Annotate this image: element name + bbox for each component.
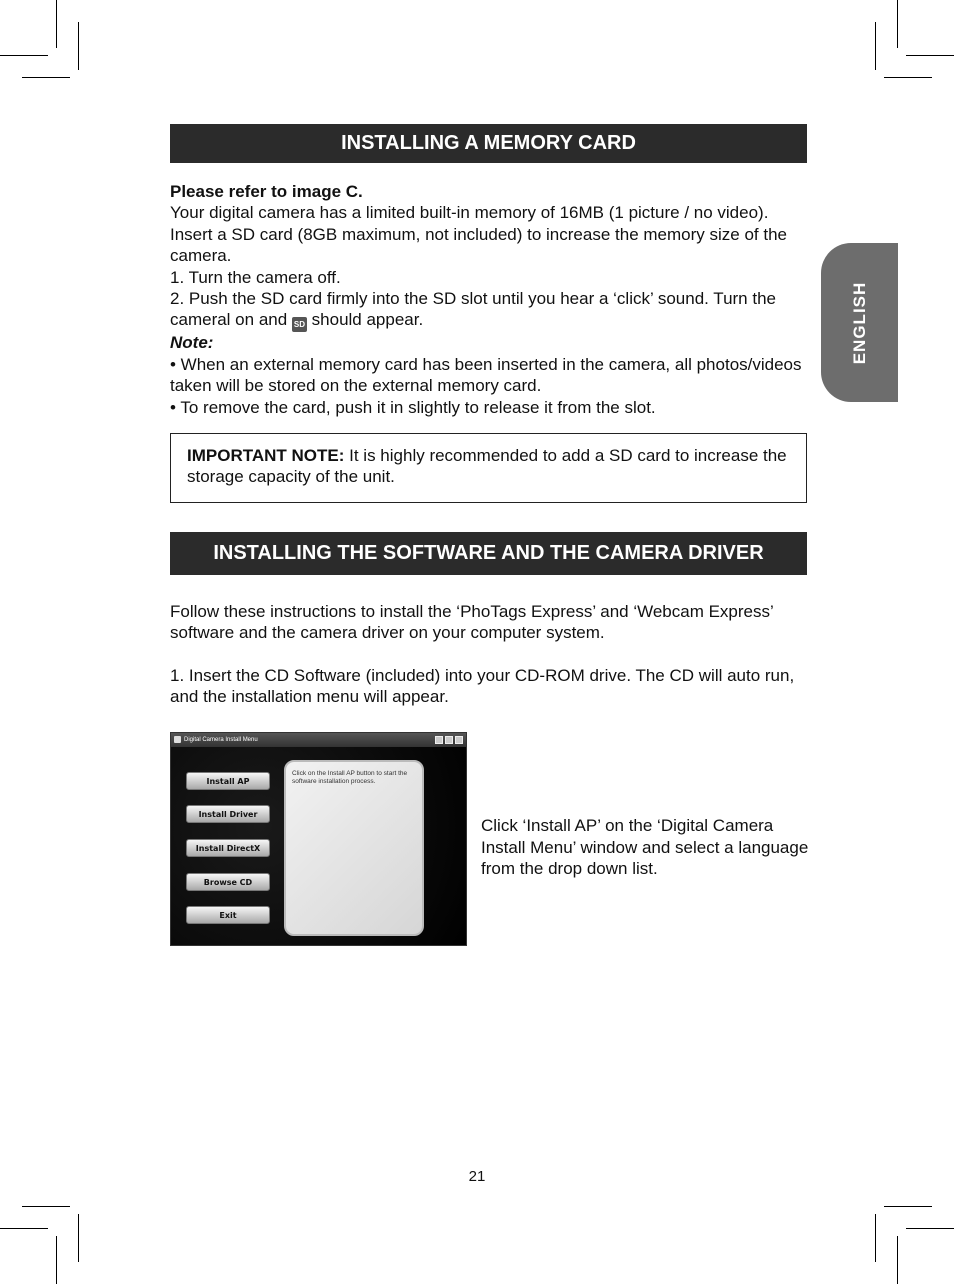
install-step-1: 1. Insert the CD Software (included) into your CD-ROM drive. The CD will auto run, and the installation menu will appear. <box>170 665 795 707</box>
screenshot-caption: Click ‘Install AP’ on the ‘Digital Camera Install Menu’ window and select a language from the drop down list. <box>481 816 809 878</box>
important-note-text: It is highly recommended to add a SD card to increase the storage capacity of the unit. <box>187 446 787 486</box>
crop-mark <box>22 1206 70 1207</box>
crop-mark <box>884 77 932 78</box>
refer-line: Please refer to image C. <box>170 182 363 201</box>
window-title: Digital Camera Install Menu <box>184 737 258 743</box>
browse-cd-button[interactable]: Browse CD <box>186 873 270 891</box>
crop-mark <box>884 1206 932 1207</box>
crop-mark <box>875 22 876 70</box>
install-directx-button[interactable]: Install DirectX <box>186 839 270 857</box>
crop-mark <box>897 1236 898 1284</box>
crop-mark <box>906 1228 954 1229</box>
crop-mark <box>56 1236 57 1284</box>
memory-paragraph: Your digital camera has a limited built-in memory of 16MB (1 picture / no video). Insert a SD card (8GB maximum, not included) to increase the memory size of the camera. <box>170 203 787 266</box>
info-panel <box>284 760 424 936</box>
sd-card-icon: SD <box>292 317 307 332</box>
important-note-label: IMPORTANT NOTE: <box>187 446 345 465</box>
spacer <box>170 644 810 665</box>
crop-mark <box>78 1214 79 1262</box>
install-menu-screenshot <box>170 732 467 946</box>
section-banner-memory-card: INSTALLING A MEMORY CARD <box>170 124 807 163</box>
note-bullet: • When an external memory card has been inserted in the camera, all photos/videos taken will be stored on the external memory card. <box>170 354 802 396</box>
close-icon[interactable] <box>455 736 463 744</box>
step-2 <box>170 288 810 332</box>
important-note-box <box>170 433 807 503</box>
install-ap-button[interactable]: Install AP <box>186 772 270 790</box>
info-panel-text: Click on the Install AP button to start the software installation process. <box>292 770 408 785</box>
exit-button[interactable]: Exit <box>186 906 270 924</box>
language-tab <box>821 243 898 402</box>
app-icon <box>174 736 181 743</box>
crop-mark <box>22 77 70 78</box>
crop-mark <box>0 55 48 56</box>
step-2-text-end: should appear. <box>311 310 424 330</box>
crop-mark <box>56 0 57 48</box>
memory-card-text <box>170 181 810 418</box>
window-title-bar <box>171 733 466 747</box>
window-body <box>171 747 466 945</box>
software-intro <box>170 601 810 708</box>
crop-mark <box>78 22 79 70</box>
page-number: 21 <box>468 1168 486 1185</box>
step-1: 1. Turn the camera off. <box>170 267 341 287</box>
note-bullet: • To remove the card, push it in slightly to release it from the slot. <box>170 397 656 417</box>
intro-paragraph: Follow these instructions to install the ‘PhoTags Express’ and ‘Webcam Express’ software and the camera driver on your computer system. <box>170 602 774 643</box>
crop-mark <box>875 1214 876 1262</box>
crop-mark <box>0 1228 48 1229</box>
install-driver-button[interactable]: Install Driver <box>186 805 270 823</box>
step-2-text: 2. Push the SD card firmly into the SD slot until you hear a ‘click’ sound. Turn the cameral on and <box>170 289 776 330</box>
minimize-icon[interactable] <box>435 736 443 744</box>
crop-mark <box>906 55 954 56</box>
language-tab-label: ENGLISH <box>849 281 869 364</box>
maximize-icon[interactable] <box>445 736 453 744</box>
note-label: Note: <box>170 333 214 353</box>
section-banner-software: INSTALLING THE SOFTWARE AND THE CAMERA DRIVER <box>170 532 807 575</box>
crop-mark <box>897 0 898 48</box>
